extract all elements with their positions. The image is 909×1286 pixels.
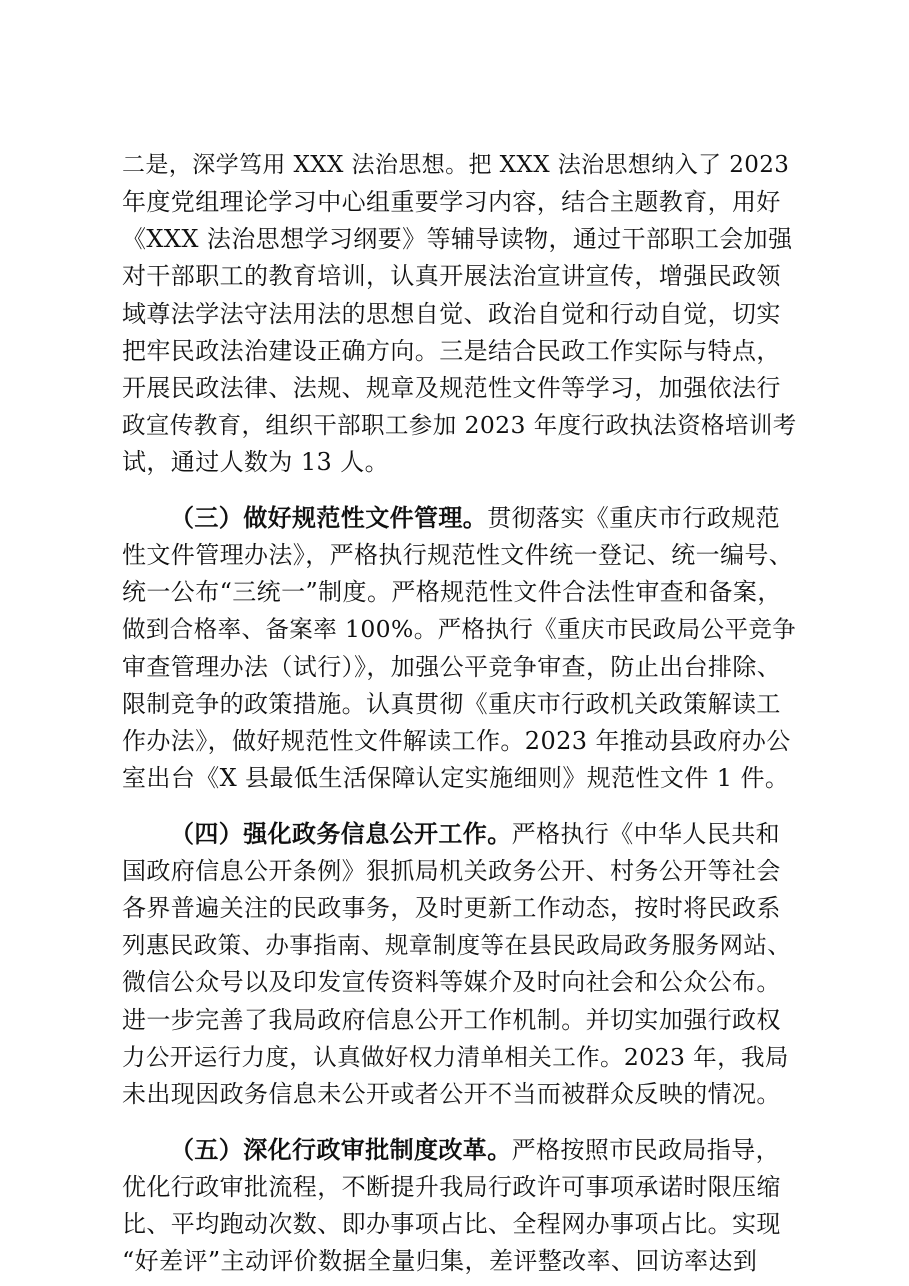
text-line: 《XXX 法治思想学习纲要》等辅导读物，通过干部职工会加强 (122, 225, 793, 253)
text-line: 国政府信息公开条例》狠抓局机关政务公开、村务公开等社会 (122, 857, 781, 885)
text-line: 各界普遍关注的民政事务，及时更新工作动态，按时将民政系 (122, 894, 781, 922)
text-line: 限制竞争的政策措施。认真贯彻《重庆市行政机关政策解读工 (122, 690, 781, 718)
section-heading: （四）强化政务信息公开工作。 (170, 820, 512, 848)
section-heading: （三）做好规范性文件管理。 (170, 504, 488, 532)
text-line: 试，通过人数为 13 人。 (122, 448, 389, 476)
text-line: 作办法》，做好规范性文件解读工作。2023 年推动县政府办公 (122, 727, 791, 755)
text-line: 力公开运行力度，认真做好权力清单相关工作。2023 年，我局 (122, 1043, 789, 1071)
text-line: 优化行政审批流程，不断提升我局行政许可事项承诺时限压缩 (122, 1173, 781, 1201)
text-line: 年度党组理论学习中心组重要学习内容，结合主题教育，用好 (122, 188, 781, 216)
section-heading-line: （五）深化行政审批制度改革。严格按照市民政局指导， (170, 1136, 781, 1164)
text-line: 做到合格率、备案率 100%。严格执行《重庆市民政局公平竞争 (122, 615, 797, 643)
text-line: 域尊法学法守法用法的思想自觉、政治自觉和行动自觉，切实 (122, 300, 781, 328)
text-line: 对干部职工的教育培训，认真开展法治宣讲宣传，增强民政领 (122, 262, 781, 290)
text-line: 性文件管理办法》，严格执行规范性文件统一登记、统一编号、 (122, 541, 794, 569)
text-line: 二是，深学笃用 XXX 法治思想。把 XXX 法治思想纳入了 2023 (122, 152, 790, 178)
text-line: 列惠民政策、办事指南、规章制度等在县民政局政务服务网站、 (122, 931, 792, 959)
text-line: 比、平均跑动次数、即办事项占比、全程网办事项占比。实现 (122, 1210, 781, 1238)
text-line: “好差评”主动评价数据全量归集，差评整改率、回访率达到 (122, 1247, 758, 1275)
text-line: 政宣传教育，组织干部职工参加 2023 年度行政执法资格培训考 (122, 411, 797, 439)
text-line: 审查管理办法（试行）》，加强公平竞争审查，防止出台排除、 (122, 653, 782, 681)
text-line: 把牢民政法治建设正确方向。三是结合民政工作实际与特点， (122, 337, 781, 365)
text-line: 统一公布“三统一”制度。严格规范性文件合法性审查和备案， (122, 578, 782, 606)
text-line: 进一步完善了我局政府信息公开工作机制。并切实加强行政权 (122, 1006, 781, 1034)
text-line: 开展民政法律、法规、规章及规范性文件等学习，加强依法行 (122, 374, 781, 402)
text-line: 微信公众号以及印发宣传资料等媒介及时向社会和公众公布。 (122, 968, 781, 996)
text-line: 未出现因政务信息未公开或者公开不当而被群众反映的情况。 (122, 1080, 781, 1108)
section-heading-line: （四）强化政务信息公开工作。严格执行《中华人民共和 (170, 820, 781, 848)
section-heading-line: （三）做好规范性文件管理。贯彻落实《重庆市行政规范 (170, 504, 781, 532)
text-line: 室出台《X 县最低生活保障认定实施细则》规范性文件 1 件。 (122, 764, 790, 792)
section-heading: （五）深化行政审批制度改革。 (170, 1136, 512, 1164)
